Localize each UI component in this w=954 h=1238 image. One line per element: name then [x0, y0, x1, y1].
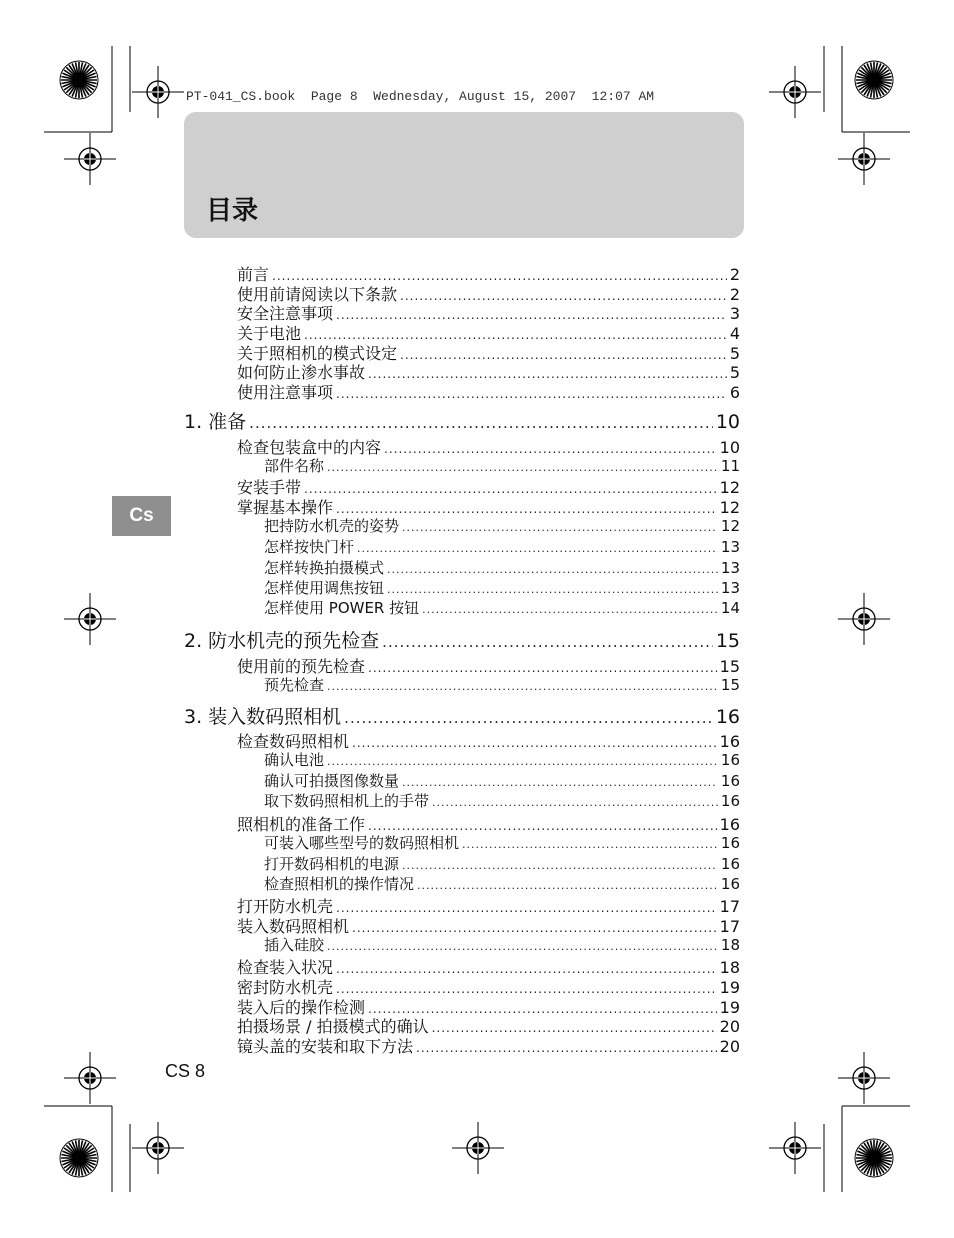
toc-entry-title: 关于照相机的模式设定 — [237, 344, 398, 363]
toc-leader-dots — [344, 709, 713, 727]
toc-entry-page: 14 — [720, 599, 740, 617]
toc-entry-page: 16 — [720, 792, 740, 810]
toc-subsection — [264, 455, 740, 476]
toc-leader-dots — [368, 819, 717, 833]
toc-entry-title: 关于电池 — [237, 324, 302, 343]
registration-mark-icon — [838, 133, 890, 185]
toc-entry-title: 镜头盖的安装和取下方法 — [237, 1037, 414, 1056]
toc-chapter — [184, 702, 740, 729]
toc-entry-title: 2. 防水机壳的预先检查 — [184, 630, 380, 652]
toc-entry-page: 16 — [719, 815, 740, 834]
toc-leader-dots — [336, 387, 727, 401]
registration-mark-icon — [452, 1122, 504, 1174]
toc-entry-title: 怎样使用 POWER 按钮 — [264, 599, 420, 617]
toc-entry-title: 如何防止渗水事故 — [237, 363, 366, 382]
toc-subsection — [264, 557, 740, 578]
toc-entry-title: 安全注意事项 — [237, 304, 334, 323]
toc-entry-page: 18 — [719, 958, 740, 977]
toc-entry-page: 3 — [729, 304, 740, 323]
toc-leader-dots — [402, 859, 718, 872]
toc-entry-title: 打开防水机壳 — [237, 897, 334, 916]
toc-entry-page: 6 — [729, 383, 740, 402]
toc-entry-page: 5 — [729, 363, 740, 382]
toc-entry-page: 10 — [715, 411, 740, 433]
toc-entry-title: 3. 装入数码照相机 — [184, 706, 342, 728]
toc-entry-page: 15 — [719, 657, 740, 676]
toc-entry-title: 预先检查 — [264, 676, 325, 694]
toc-entry-page: 10 — [719, 438, 740, 457]
star-target-icon — [60, 61, 98, 99]
toc-entry-title: 插入硅胶 — [264, 936, 325, 954]
registration-mark-icon — [64, 1052, 116, 1104]
star-target-icon — [855, 61, 893, 99]
toc-leader-dots — [249, 414, 713, 432]
star-target-icon — [855, 1139, 893, 1177]
toc-leader-dots — [432, 1021, 717, 1035]
registration-mark-icon — [64, 593, 116, 645]
toc-leader-dots — [402, 776, 718, 789]
toc-entry-page: 17 — [719, 897, 740, 916]
toc-entry-title: 装入后的操作检测 — [237, 998, 366, 1017]
toc-subsection — [264, 749, 740, 770]
toc-entry-page: 13 — [720, 538, 740, 556]
toc-entry-page: 5 — [729, 344, 740, 363]
toc-entry-page: 17 — [719, 917, 740, 936]
toc-entry-title: 打开数码相机的电源 — [264, 855, 400, 873]
toc-leader-dots — [387, 583, 718, 596]
toc-entry-title: 检查数码照相机 — [237, 732, 350, 751]
toc-entry-title: 可装入哪些型号的数码照相机 — [264, 834, 460, 852]
toc-entry-title: 使用前的预先检查 — [237, 657, 366, 676]
page-number: CS 8 — [165, 1061, 206, 1081]
toc-entry-title: 检查照相机的操作情况 — [264, 875, 415, 893]
toc-entry-page: 16 — [715, 706, 740, 728]
toc-subsection — [264, 597, 740, 618]
toc-leader-dots — [327, 680, 718, 693]
toc-entry-page: 16 — [719, 732, 740, 751]
toc-subsection — [264, 934, 740, 955]
toc-entry-title: 拍摄场景 / 拍摄模式的确认 — [237, 1017, 429, 1036]
toc-entry-title: 确认电池 — [264, 751, 325, 769]
toc-section — [237, 380, 740, 403]
toc-leader-dots — [352, 921, 717, 935]
toc-leader-dots — [368, 661, 717, 675]
toc-leader-dots — [432, 796, 718, 809]
toc-entry-title: 取下数码照相机上的手带 — [264, 792, 430, 810]
toc-entry-title: 把持防水机壳的姿势 — [264, 517, 400, 535]
toc-entry-title: 怎样按快门杆 — [264, 538, 355, 556]
registration-mark-icon — [132, 1122, 184, 1174]
toc-subsection — [264, 674, 740, 695]
toc-leader-dots — [336, 962, 717, 976]
toc-leader-dots — [336, 502, 717, 516]
toc-entry-title: 照相机的准备工作 — [237, 815, 366, 834]
toc-entry-title: 使用前请阅读以下条款 — [237, 285, 398, 304]
toc-subsection — [264, 515, 740, 536]
registration-mark-icon — [769, 66, 821, 118]
toc-leader-dots — [304, 328, 727, 342]
toc-entry-page: 2 — [729, 285, 740, 304]
toc-entry-page: 15 — [720, 676, 740, 694]
registration-mark-icon — [64, 133, 116, 185]
registration-mark-icon — [838, 593, 890, 645]
toc-entry-page: 19 — [719, 978, 740, 997]
print-file-info: PT-041_CS.book Page 8 Wednesday, August 15, 2007 12:07 AM — [186, 89, 655, 104]
toc-leader-dots — [416, 1041, 717, 1055]
toc-entry-page: 11 — [720, 457, 740, 475]
toc-entry-title: 装入数码照相机 — [237, 917, 350, 936]
toc-entry-title: 检查包装盒中的内容 — [237, 438, 382, 457]
toc-leader-dots — [462, 838, 718, 851]
toc-leader-dots — [402, 521, 718, 534]
toc-leader-dots — [327, 755, 718, 768]
toc-entry-page: 20 — [719, 1017, 740, 1036]
toc-leader-dots — [272, 269, 727, 283]
toc-leader-dots — [387, 563, 718, 576]
star-target-icon — [60, 1139, 98, 1177]
toc-entry-page: 12 — [719, 498, 740, 517]
toc-entry-page: 12 — [719, 478, 740, 497]
toc-entry-page: 16 — [720, 772, 740, 790]
toc-leader-dots — [352, 736, 717, 750]
toc-leader-dots — [336, 308, 727, 322]
toc-subsection — [264, 832, 740, 853]
toc-subsection — [264, 790, 740, 811]
toc-entry-title: 检查装入状况 — [237, 958, 334, 977]
toc-entry-title: 掌握基本操作 — [237, 498, 334, 517]
toc-entry-page: 19 — [719, 998, 740, 1017]
toc-entry-page: 2 — [729, 265, 740, 284]
toc-entry-page: 16 — [720, 875, 740, 893]
toc-leader-dots — [357, 542, 718, 555]
language-tab: Cs — [112, 496, 171, 536]
toc-entry-page: 18 — [720, 936, 740, 954]
toc-entry-title: 前言 — [237, 265, 270, 284]
toc-entry-title: 确认可拍摄图像数量 — [264, 772, 400, 790]
title-banner — [184, 112, 744, 238]
toc-subsection — [264, 853, 740, 874]
toc-entry-page: 16 — [720, 751, 740, 769]
toc-subsection — [264, 536, 740, 557]
toc-entry-page: 16 — [720, 834, 740, 852]
toc-entry-page: 15 — [715, 630, 740, 652]
toc-leader-dots — [336, 901, 717, 915]
toc-subsection — [264, 577, 740, 598]
toc-entry-title: 怎样使用调焦按钮 — [264, 579, 385, 597]
toc-subsection — [264, 770, 740, 791]
toc-leader-dots — [384, 442, 717, 456]
toc-entry-title: 1. 准备 — [184, 411, 247, 433]
toc-entry-page: 12 — [720, 517, 740, 535]
toc-entry-title: 安装手带 — [237, 478, 302, 497]
registration-mark-icon — [769, 1122, 821, 1174]
toc-leader-dots — [368, 367, 727, 381]
toc-leader-dots — [422, 603, 718, 616]
toc-entry-page: 13 — [720, 559, 740, 577]
toc-chapter — [184, 626, 740, 653]
toc-entry-title: 使用注意事项 — [237, 383, 334, 402]
toc-entry-page: 4 — [729, 324, 740, 343]
toc-leader-dots — [327, 940, 718, 953]
toc-section — [237, 1034, 740, 1057]
registration-mark-icon — [132, 66, 184, 118]
toc-leader-dots — [336, 982, 717, 996]
toc-leader-dots — [417, 879, 718, 892]
toc-entry-page: 13 — [720, 579, 740, 597]
toc-entry-title: 部件名称 — [264, 457, 325, 475]
registration-mark-icon — [838, 1052, 890, 1104]
toc-chapter — [184, 407, 740, 434]
toc-subsection — [264, 873, 740, 894]
toc-leader-dots — [304, 482, 717, 496]
toc-entry-page: 20 — [719, 1037, 740, 1056]
toc-leader-dots — [382, 633, 713, 651]
page-title: 目录 — [206, 196, 259, 226]
toc-entry-title: 密封防水机壳 — [237, 978, 334, 997]
toc-leader-dots — [327, 461, 718, 474]
toc-entry-page: 16 — [720, 855, 740, 873]
toc-entry-title: 怎样转换拍摄模式 — [264, 559, 385, 577]
